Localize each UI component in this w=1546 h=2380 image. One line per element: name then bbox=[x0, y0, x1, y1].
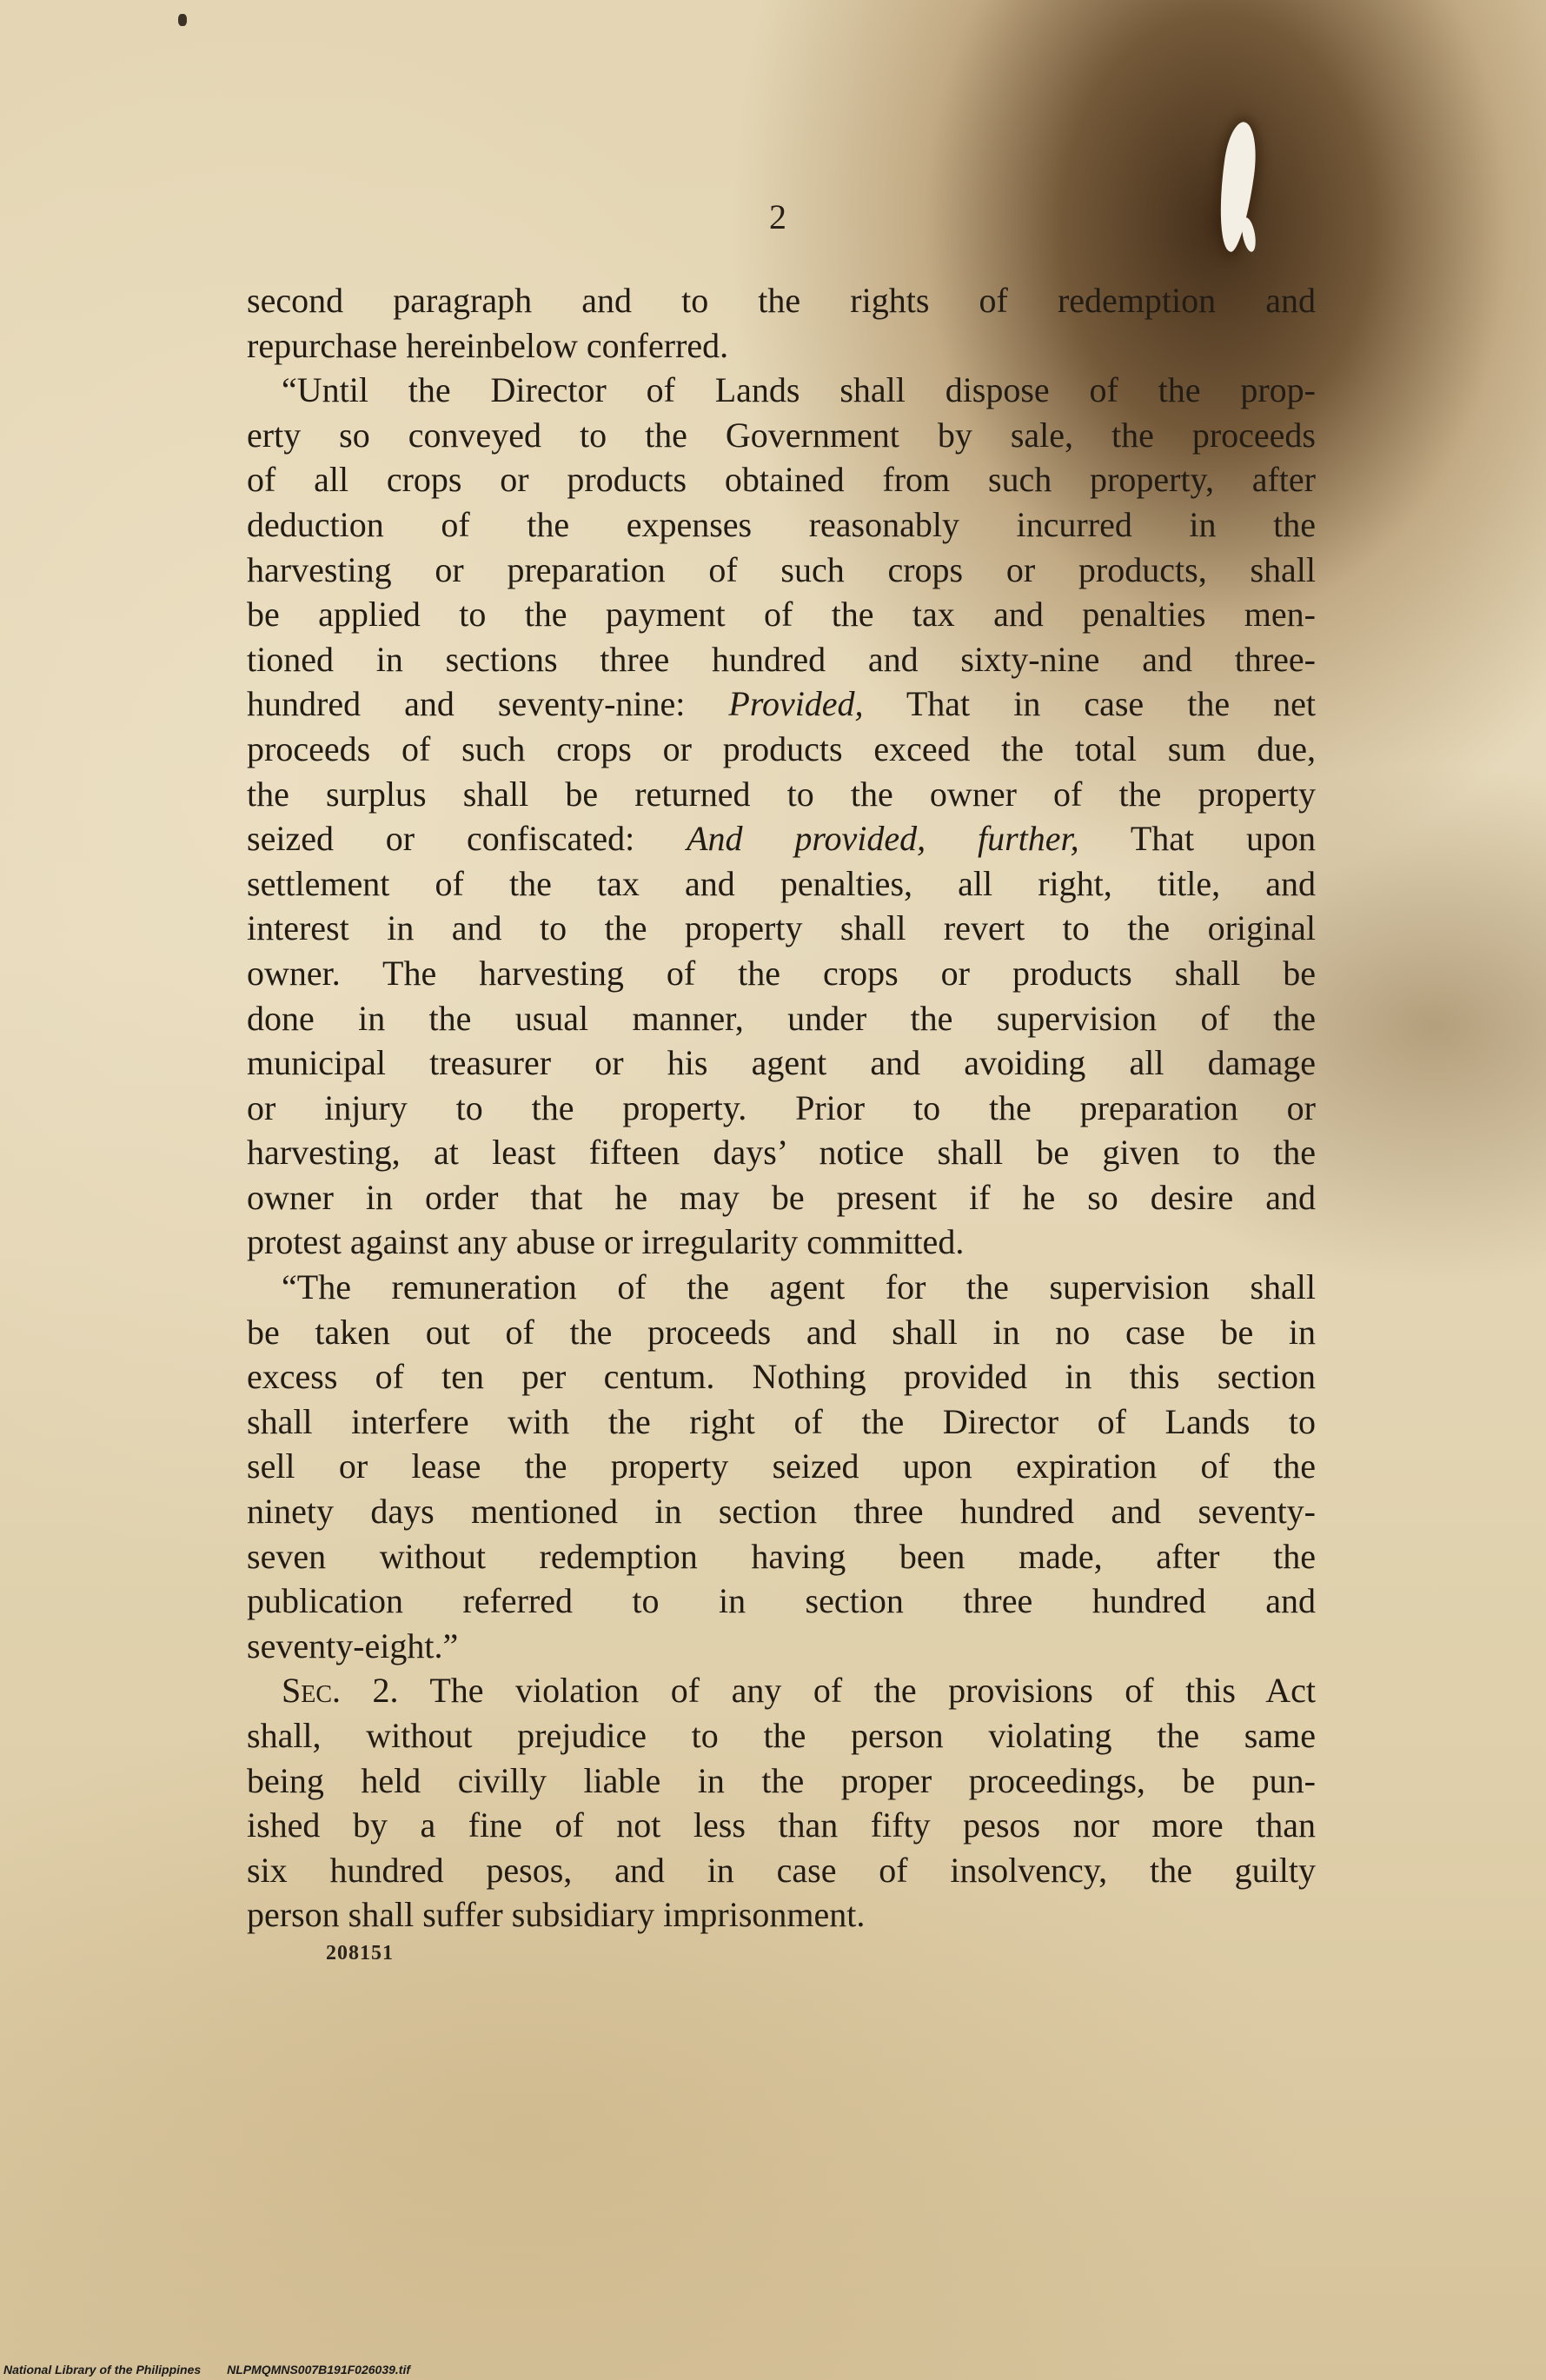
line-text: be applied to the payment of the tax and penalties men- bbox=[247, 595, 1316, 635]
line-text: repurchase hereinbelow conferred. bbox=[247, 325, 729, 365]
text-line bbox=[247, 772, 1316, 817]
corner-mark bbox=[178, 14, 187, 26]
line-text: publication referred to in section three hundred and bbox=[247, 1581, 1316, 1621]
text-line bbox=[247, 1444, 1316, 1489]
text-line bbox=[247, 368, 1316, 413]
text-line bbox=[247, 1579, 1316, 1624]
text-line bbox=[247, 861, 1316, 907]
line-text: be taken out of the proceeds and shall in no case be in bbox=[247, 1312, 1316, 1352]
line-italic-text: Provided, bbox=[728, 684, 864, 724]
text-line bbox=[247, 1803, 1316, 1848]
section-label: Sec. bbox=[282, 1671, 342, 1711]
text-line bbox=[247, 1399, 1316, 1445]
text-line bbox=[247, 906, 1316, 951]
line-tail-text: That upon bbox=[1078, 819, 1316, 859]
body-text bbox=[247, 278, 1316, 1938]
text-line bbox=[247, 548, 1316, 593]
line-text: 2. The violation of any of the provisions of this Act bbox=[341, 1671, 1316, 1711]
line-text: shall interfere with the right of the Director of Lands to bbox=[247, 1401, 1316, 1441]
text-line bbox=[247, 1892, 1316, 1938]
line-text: protest against any abuse or irregularity committed. bbox=[247, 1222, 965, 1262]
line-text: deduction of the expenses reasonably incurred in the bbox=[247, 504, 1316, 544]
line-text: seized or confiscated: bbox=[247, 819, 687, 859]
footer-library-name: National Library of the Philippines bbox=[3, 2363, 202, 2377]
line-text: done in the usual manner, under the supervision of the bbox=[247, 998, 1316, 1038]
line-text: seven without redemption having been made, after the bbox=[247, 1536, 1316, 1576]
line-text: being held civilly liable in the proper proceedings, be pun- bbox=[247, 1760, 1316, 1800]
line-text: the surplus shall be returned to the owner of the property bbox=[247, 774, 1316, 814]
text-line bbox=[247, 637, 1316, 682]
line-text: seventy-eight.” bbox=[247, 1625, 459, 1665]
line-italic-text: And provided, further, bbox=[687, 819, 1079, 859]
line-text: erty so conveyed to the Government by sale, the proceeds bbox=[247, 415, 1316, 455]
text-line bbox=[247, 1668, 1316, 1713]
line-text: six hundred pesos, and in case of insolvency, the guilty bbox=[247, 1850, 1316, 1890]
text-line bbox=[247, 1040, 1316, 1086]
text-line bbox=[247, 278, 1316, 323]
line-text: harvesting or preparation of such crops or products, shall bbox=[247, 549, 1316, 589]
line-text: person shall suffer subsidiary imprisonment. bbox=[247, 1895, 866, 1935]
text-line bbox=[247, 1848, 1316, 1893]
text-line bbox=[247, 502, 1316, 548]
line-text: sell or lease the property seized upon expiration of the bbox=[247, 1446, 1316, 1486]
text-line bbox=[247, 1130, 1316, 1175]
text-line bbox=[247, 1310, 1316, 1355]
line-text: ninety days mentioned in section three hundred and seventy- bbox=[247, 1492, 1316, 1532]
text-line bbox=[247, 1713, 1316, 1758]
text-line bbox=[247, 1354, 1316, 1399]
text-line bbox=[247, 1220, 1316, 1265]
line-text: shall, without prejudice to the person violating the same bbox=[247, 1716, 1316, 1755]
line-text: settlement of the tax and penalties, all right, title, and bbox=[247, 863, 1316, 903]
line-text: municipal treasurer or his agent and avoiding all damage bbox=[247, 1043, 1316, 1083]
text-line bbox=[247, 816, 1316, 861]
text-line bbox=[247, 1534, 1316, 1579]
text-line bbox=[247, 996, 1316, 1041]
line-text: or injury to the property. Prior to the preparation or bbox=[247, 1087, 1316, 1127]
text-line bbox=[247, 1175, 1316, 1220]
page-number: 2 bbox=[769, 197, 786, 236]
line-text: “The remuneration of the agent for the supervision shall bbox=[282, 1267, 1316, 1307]
line-text: tioned in sections three hundred and sixty-nine and three- bbox=[247, 639, 1316, 679]
text-line bbox=[247, 1086, 1316, 1131]
line-text: interest in and to the property shall revert to the original bbox=[247, 908, 1316, 948]
line-text: “Until the Director of Lands shall dispose of the prop- bbox=[282, 370, 1316, 410]
text-line bbox=[247, 1758, 1316, 1804]
line-text: of all crops or products obtained from such property, after bbox=[247, 460, 1316, 500]
text-line bbox=[247, 1489, 1316, 1534]
line-text: owner. The harvesting of the crops or products shall be bbox=[247, 953, 1316, 993]
text-line bbox=[247, 951, 1316, 996]
line-text: second paragraph and to the rights of bbox=[247, 281, 1058, 320]
line-text: harvesting, at least fifteen days’ notice shall be given to the bbox=[247, 1133, 1316, 1173]
line-text: proceeds of such crops or products exceed the total sum due, bbox=[247, 728, 1316, 768]
line-text: excess of ten per centum. Nothing provided in this section bbox=[247, 1357, 1316, 1397]
line-text: hundred and seventy-nine: bbox=[247, 684, 729, 724]
burn-damage-small bbox=[1240, 216, 1258, 253]
line-text: owner in order that he may be present if he so desire and bbox=[247, 1177, 1316, 1217]
text-line bbox=[247, 1624, 1316, 1669]
text-line bbox=[247, 681, 1316, 727]
scan-footer bbox=[0, 2359, 1546, 2380]
text-line bbox=[247, 323, 1316, 369]
text-line bbox=[247, 727, 1316, 772]
line-text: ished by a fine of not less than fifty pesos nor more than bbox=[247, 1805, 1316, 1845]
text-line bbox=[247, 1265, 1316, 1310]
line-tail-text: redemption and bbox=[1057, 281, 1316, 320]
document-stamp-number: 208151 bbox=[326, 1942, 394, 1964]
line-tail-text: That in case the net bbox=[863, 684, 1316, 724]
footer-file-id: NLPMQMNS007B191F026039.tif bbox=[227, 2363, 411, 2377]
text-line bbox=[247, 592, 1316, 637]
text-line bbox=[247, 457, 1316, 502]
text-line bbox=[247, 413, 1316, 458]
